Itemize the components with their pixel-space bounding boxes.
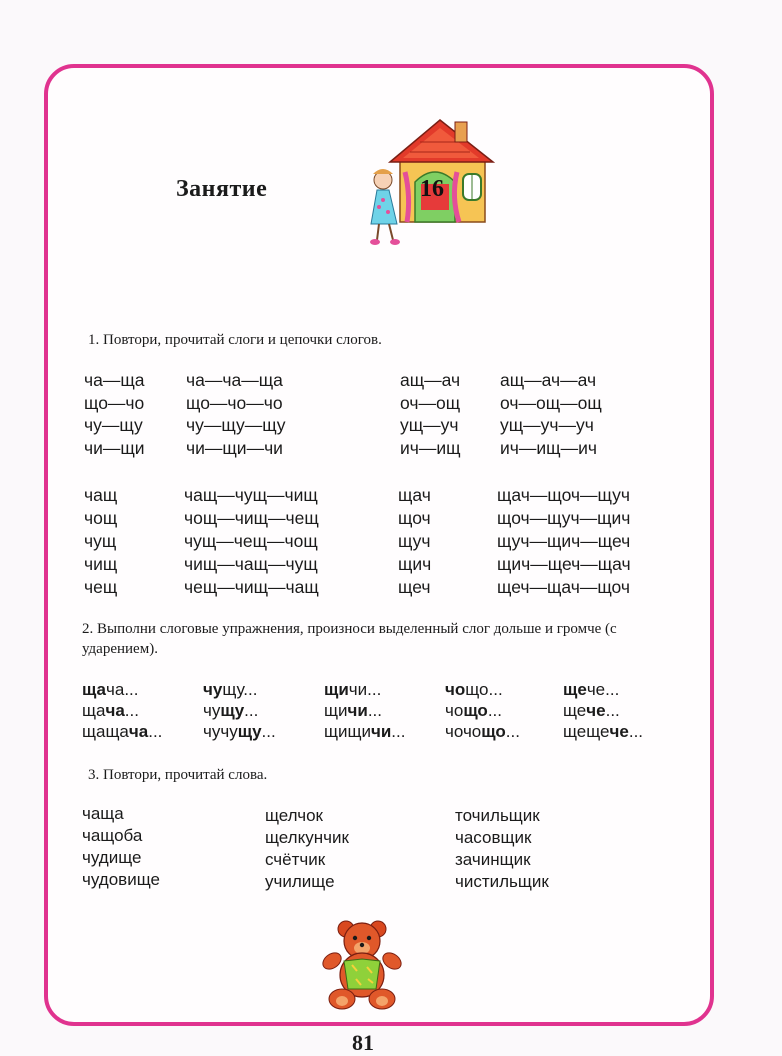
lesson-title: Занятие — [176, 176, 268, 202]
task1-block2-col4 — [497, 484, 631, 599]
word: чудовище — [82, 870, 160, 889]
stressed-syllable: чи — [347, 701, 368, 720]
syllable: чищ — [84, 554, 118, 574]
syllable: чещ — [84, 577, 118, 597]
exercise-item — [445, 700, 520, 721]
exercise-pre: чу — [203, 701, 221, 720]
stressed-syllable: чо — [445, 680, 466, 699]
exercise-item — [445, 679, 520, 700]
stressed-syllable: ща — [82, 680, 107, 699]
task1-block1-col2 — [186, 369, 286, 459]
stressed-syllable: що — [481, 722, 506, 741]
task2-col1 — [82, 679, 162, 742]
stressed-syllable: чи — [370, 722, 392, 741]
teddy-bear-illustration — [312, 915, 412, 1015]
task2-col2 — [203, 679, 276, 742]
exercise-post: ... — [628, 722, 644, 741]
stressed-syllable: че — [586, 701, 606, 720]
syllable-chain: ча—ча—ща — [186, 370, 283, 390]
stressed-syllable: чу — [203, 680, 223, 699]
task3-col1 — [82, 803, 160, 891]
exercise-post: ... — [487, 701, 502, 720]
syllable: щич — [398, 554, 432, 574]
task2-heading: 2. Выполни слоговые упражнения, произноси выделенный слог дольше и громче (с ударением). — [82, 621, 617, 657]
syllable: чащ — [84, 485, 118, 505]
exercise-item — [563, 700, 643, 721]
syllable-pair: що—чо — [84, 392, 145, 413]
exercise-post: щу... — [222, 680, 258, 699]
task2-col4 — [445, 679, 520, 742]
exercise-post: що... — [465, 680, 503, 699]
task1-heading: 1. Повтори, прочитай слоги и цепочки слогов. — [88, 332, 382, 348]
exercise-item — [324, 679, 405, 700]
word: чудище — [82, 848, 142, 867]
word: училище — [265, 872, 335, 891]
word: щелкунчик — [265, 828, 349, 847]
syllable-chain: щоч—щуч—щич — [497, 508, 631, 528]
word: зачинщик — [455, 850, 531, 869]
syllable: щеч — [398, 577, 431, 597]
syllable-chain: ущ—уч—уч — [500, 415, 594, 435]
exercise-item — [203, 679, 276, 700]
exercise-item — [445, 721, 520, 742]
word: чащоба — [82, 826, 143, 845]
syllable-chain: чи—щи—чи — [186, 437, 283, 458]
syllable-chain: ащ—ач—ач — [500, 370, 597, 390]
syllable-chain: чещ—чищ—чащ — [184, 577, 319, 597]
task3-col3 — [455, 805, 549, 893]
word: часовщик — [455, 828, 532, 847]
syllable-chain: щеч—щач—щоч — [497, 577, 631, 597]
syllable-chain: чу—щу—щу — [186, 415, 286, 435]
syllable-chain: щач—щоч—щуч — [497, 485, 630, 505]
exercise-item — [82, 721, 162, 742]
task3-heading: 3. Повтори, прочитай слова. — [88, 767, 268, 783]
syllable-pair: оч—ощ — [400, 392, 461, 413]
exercise-pre: ще — [563, 701, 587, 720]
exercise-post: ... — [605, 701, 620, 720]
task1-block1-col3 — [400, 369, 461, 459]
exercise-item — [563, 679, 643, 700]
syllable-chain: чущ—чещ—чощ — [184, 531, 318, 551]
exercise-item — [203, 700, 276, 721]
exercise-item — [324, 700, 405, 721]
exercise-post: ... — [505, 722, 520, 741]
exercise-item — [203, 721, 276, 742]
task1-block2-col1 — [84, 484, 117, 599]
syllable-chain: щуч—щич—щеч — [497, 531, 631, 551]
syllable-pair: чи—щи — [84, 437, 145, 458]
syllable: щач — [398, 485, 431, 505]
word: счётчик — [265, 850, 326, 869]
stressed-syllable: ча — [128, 722, 149, 741]
syllable-chain: що—чо—чо — [186, 392, 283, 413]
task2-col5 — [563, 679, 643, 742]
syllable-chain: оч—ощ—ощ — [500, 392, 602, 413]
exercise-item — [82, 700, 162, 721]
stressed-syllable: че — [609, 722, 629, 741]
exercise-pre: ща — [82, 701, 106, 720]
page-number: 81 — [352, 1030, 374, 1055]
exercise-post: ... — [261, 722, 276, 741]
task1-block2-col3 — [398, 484, 431, 599]
syllable-chain: щич—щеч—щач — [497, 554, 631, 574]
word: щелчок — [265, 806, 323, 825]
syllable: щуч — [398, 531, 431, 551]
exercise-pre: чучу — [203, 722, 238, 741]
syllable-pair: ащ—ач — [400, 370, 461, 390]
exercise-post: ... — [367, 701, 382, 720]
syllable-pair: чу—щу — [84, 415, 143, 435]
word: чистильщик — [455, 872, 549, 891]
stressed-syllable: щи — [324, 680, 349, 699]
syllable: щоч — [398, 508, 431, 528]
exercise-item — [563, 721, 643, 742]
exercise-post: ча... — [106, 680, 139, 699]
task3-col2 — [265, 805, 349, 893]
syllable: чощ — [84, 508, 118, 528]
stressed-syllable: щу — [237, 722, 262, 741]
stressed-syllable: що — [463, 701, 488, 720]
syllable-pair: ча—ща — [84, 370, 145, 390]
stressed-syllable: ча — [105, 701, 125, 720]
exercise-pre: щеще — [563, 722, 610, 741]
exercise-post: ... — [391, 722, 406, 741]
exercise-pre: щаща — [82, 722, 129, 741]
exercise-pre: чо — [445, 701, 464, 720]
exercise-post: ... — [244, 701, 259, 720]
exercise-pre: щищи — [324, 722, 371, 741]
stressed-syllable: щу — [220, 701, 245, 720]
exercise-post: ... — [148, 722, 163, 741]
syllable: чущ — [84, 531, 117, 551]
lesson-number: 16 — [420, 176, 444, 202]
task1-block2-col2 — [184, 484, 319, 599]
syllable-chain: ич—ищ—ич — [500, 437, 597, 458]
stressed-syllable: ще — [563, 680, 587, 699]
exercise-post: чи... — [348, 680, 382, 699]
exercise-post: че... — [586, 680, 620, 699]
syllable-chain: чощ—чищ—чещ — [184, 508, 319, 528]
word: точильщик — [455, 806, 540, 825]
exercise-pre: чочо — [445, 722, 482, 741]
syllable-chain: чащ—чущ—чищ — [184, 485, 318, 505]
exercise-item — [82, 679, 162, 700]
syllable-chain: чищ—чащ—чущ — [184, 554, 318, 574]
exercise-pre: щи — [324, 701, 348, 720]
exercise-post: ... — [124, 701, 139, 720]
task2-col3 — [324, 679, 405, 742]
task1-block1-col1 — [84, 369, 145, 459]
exercise-item — [324, 721, 405, 742]
syllable-pair: ущ—уч — [400, 415, 459, 435]
word: чаща — [82, 804, 124, 823]
task1-block1-col4 — [500, 369, 602, 459]
syllable-pair: ич—ищ — [400, 437, 461, 458]
